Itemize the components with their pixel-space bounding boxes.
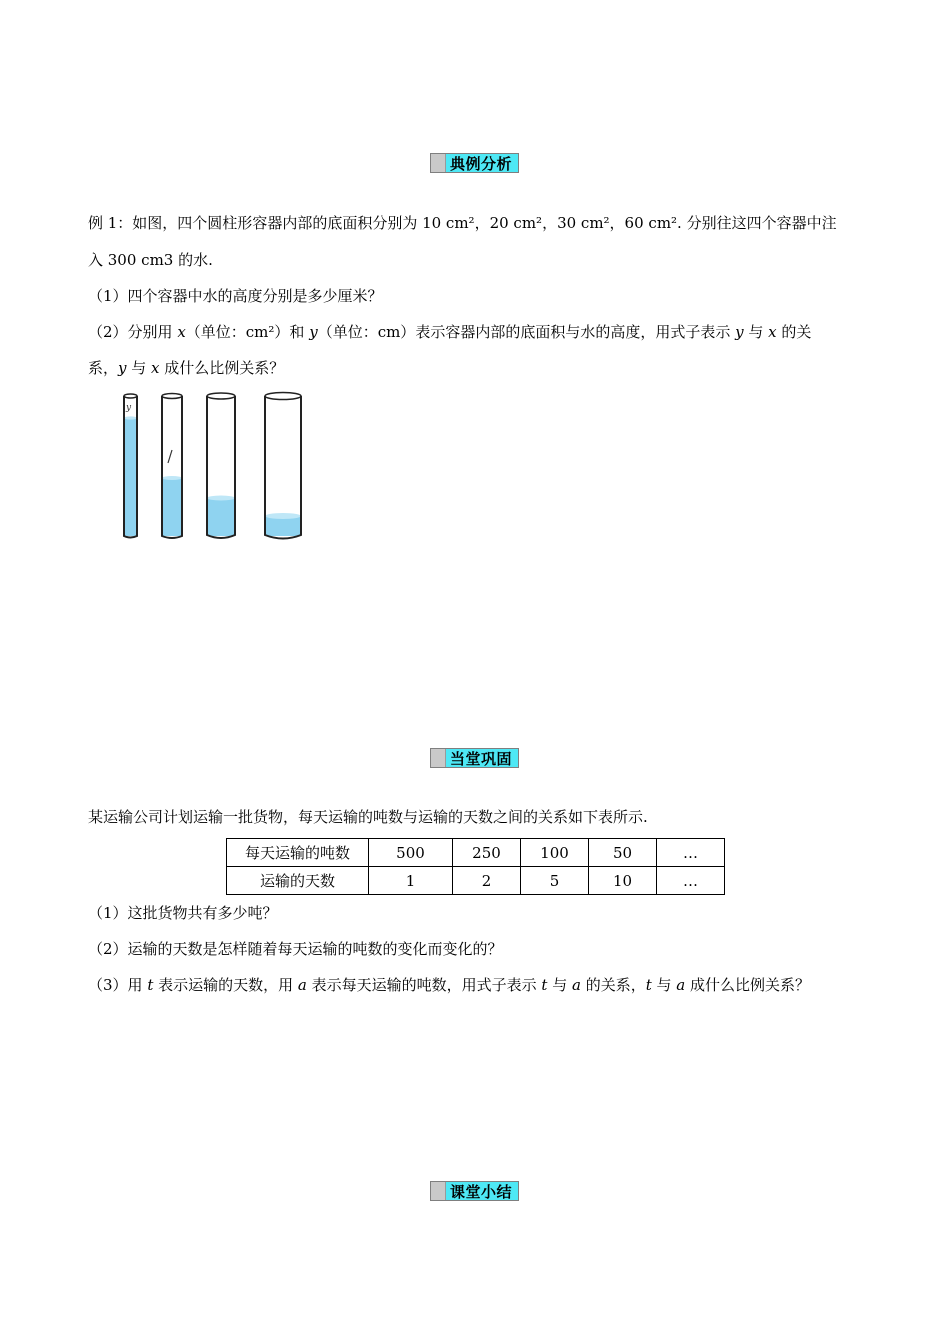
practice-question1: （1）这批货物共有多少吨？ (88, 904, 278, 922)
table-cell: 每天运输的吨数 (227, 839, 369, 867)
table-cell: 100 (521, 839, 589, 867)
practice-question2: （2）运输的天数是怎样随着每天运输的吨数的变化而变化的？ (88, 940, 503, 958)
example1-question2-line1: （2）分别用 x（单位：cm²）和 y（单位：cm）表示容器内部的底面积与水的高度，用式子表示 y 与 x 的关 (88, 323, 812, 341)
cylinder-label: y (126, 403, 132, 413)
table-row (227, 867, 725, 895)
section-title-label: 当堂巩固 (450, 749, 513, 768)
example1-line2: 入 300 cm3 的水. (88, 251, 213, 269)
example1-question1: （1）四个容器中水的高度分别是多少厘米？ (88, 287, 383, 305)
example1-line1: 例 1：如图，四个圆柱形容器内部的底面积分别为 10 cm²，20 cm²，30 cm²，60 cm². 分别往这四个容器中注 (88, 214, 837, 232)
practice-intro: 某运输公司计划运输一批货物，每天运输的吨数与运输的天数之间的关系如下表所示. (88, 808, 648, 826)
table-cell: 2 (453, 867, 521, 895)
section-title-label: 课堂小结 (450, 1182, 513, 1201)
cylinder-20cm2 (162, 394, 182, 539)
practice-question3: （3）用 t 表示运输的天数，用 a 表示每天运输的吨数，用式子表示 t 与 a 的关系，t 与 a 成什么比例关系？ (88, 976, 811, 994)
table-row (227, 839, 725, 867)
cylinder-60cm2 (265, 393, 301, 539)
section-title-label: 典例分析 (450, 154, 513, 173)
table-cell: 运输的天数 (227, 867, 369, 895)
cylinder-10cm2 (124, 394, 137, 538)
table-cell: 50 (589, 839, 657, 867)
title-tab-decoration (431, 1182, 446, 1200)
cylinders-figure (115, 388, 315, 548)
section-title-classroom-practice (430, 748, 519, 768)
table-cell: 500 (369, 839, 453, 867)
transport-table (226, 838, 725, 895)
title-tab-decoration (431, 749, 446, 767)
table-cell: 5 (521, 867, 589, 895)
example1-question2-line2: 系，y 与 x 成什么比例关系？ (88, 359, 285, 377)
table-cell: 10 (589, 867, 657, 895)
table-cell: … (657, 839, 725, 867)
table-cell: 1 (369, 867, 453, 895)
section-title-typical-examples (430, 153, 519, 173)
section-title-class-summary (430, 1181, 519, 1201)
table-cell: 250 (453, 839, 521, 867)
cylinder-30cm2 (207, 393, 235, 538)
table-cell: … (657, 867, 725, 895)
title-tab-decoration (431, 154, 446, 172)
